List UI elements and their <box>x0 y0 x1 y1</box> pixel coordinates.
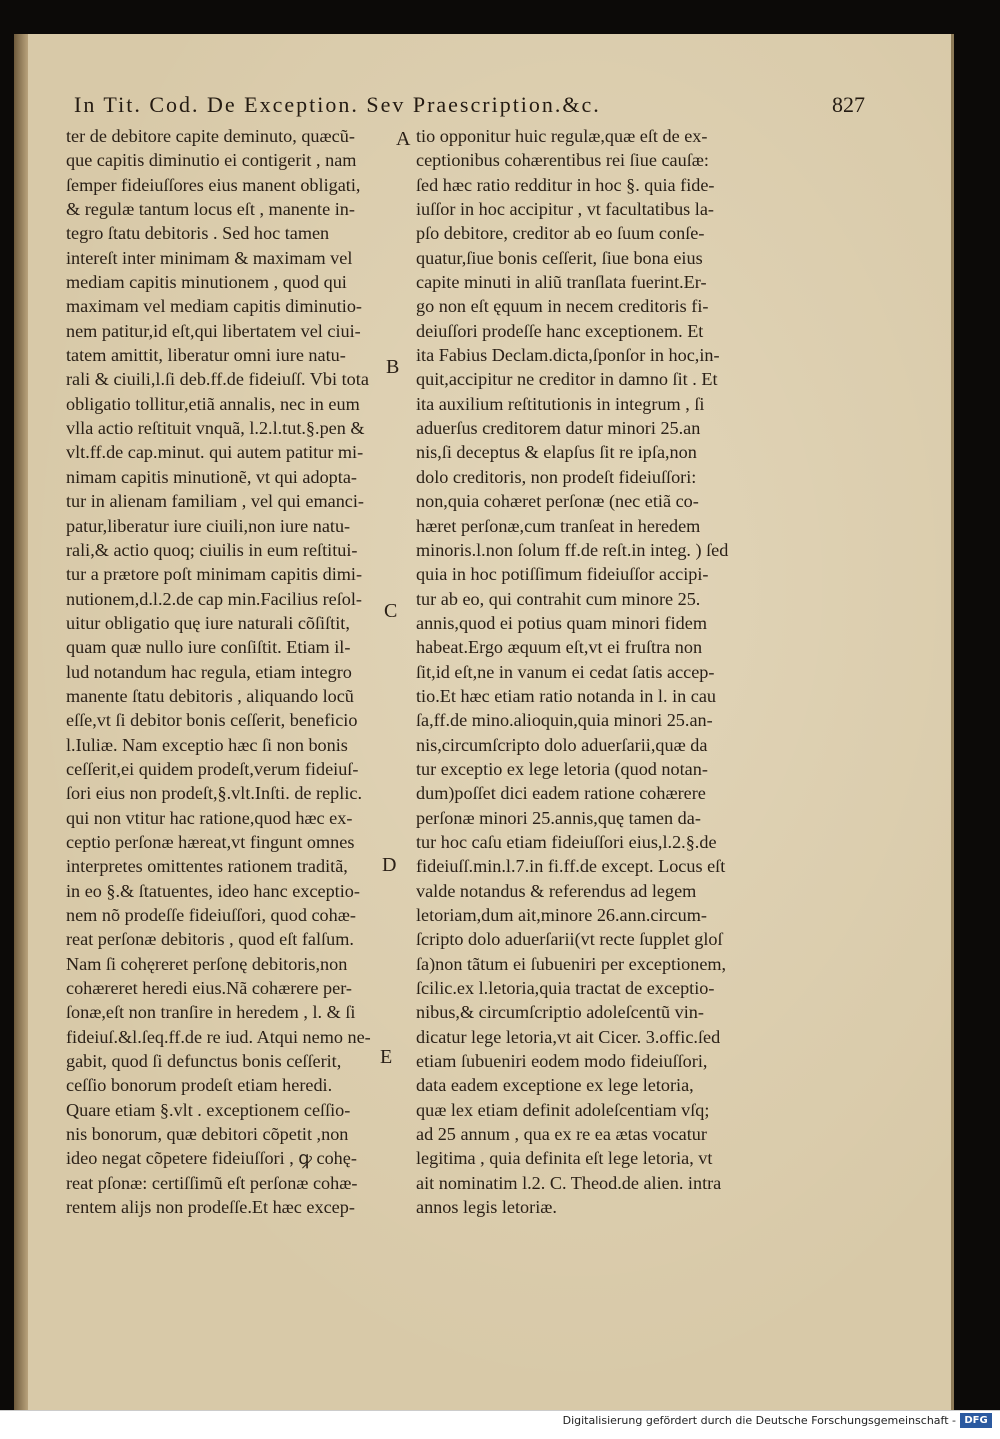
right-column-line: iuſſor in hoc accipitur , vt facultatibus la- <box>416 199 714 220</box>
left-column-line: ceptio perſonæ hæreat,vt fingunt omnes <box>66 831 355 852</box>
right-column-line: quit,accipitur ne creditor in damno ſit . Et <box>416 369 718 390</box>
left-column-line: reat pſonæ: certiſſimũ eſt perſonæ cohæ- <box>66 1172 358 1193</box>
right-column-line: data eadem exceptione ex lege letoria, <box>416 1075 694 1096</box>
left-column-line: Nam ſi cohęreret perſonę debitoris,non <box>66 953 348 974</box>
left-column-line: ideo negat cõpetere fideiuſſori , ꝙ cohę- <box>66 1148 357 1169</box>
left-column-line: patur,liberatur iure ciuili,non iure natu- <box>66 515 351 536</box>
left-column-line: manente ſtatu debitoris , aliquando locũ <box>66 685 354 706</box>
dfg-logo: DFG <box>960 1413 992 1428</box>
right-column-line: tio opponitur huic regulæ,quæ eſt de ex- <box>416 126 708 146</box>
right-column-line: tur ab eo, qui contrahit cum minore 25. <box>416 588 701 609</box>
right-column-line: annos legis letoriæ. <box>416 1197 557 1218</box>
right-column-line: annis,quod ei potius quam minori fidem <box>416 612 707 633</box>
left-column-line: tegro ſtatu debitoris . Sed hoc tamen <box>66 223 330 244</box>
page-number: 827 <box>832 92 865 117</box>
left-column-line: qui non vtitur hac ratione,quod hæc ex- <box>66 807 353 828</box>
margin-marker-c: C <box>384 600 398 622</box>
right-column-line: tur hoc caſu etiam fideiuſſori eius,l.2.§.de <box>416 831 717 852</box>
left-column-line: Quare etiam §.vlt . exceptionem ceſſio- <box>66 1099 351 1120</box>
left-column-line: eſſe,vt ſi debitor bonis ceſſerit, beneficio <box>66 710 358 731</box>
footer-divider <box>0 1410 1000 1411</box>
right-column-line: hæret perſonæ,cum tranſeat in heredem <box>416 515 701 536</box>
left-column-line: nutionem,d.l.2.de cap min.Facilius reſol- <box>66 588 362 609</box>
right-column-line: letoriam,dum ait,minore 26.ann.circum- <box>416 905 707 925</box>
right-column-line: ad 25 annum , qua ex re ea ætas vocatur <box>416 1124 707 1145</box>
left-column-line: in eo §.& ſtatuentes, ideo hanc exceptio- <box>66 880 360 901</box>
left-column-line: rentem alijs non prodeſſe.Et hæc excep- <box>66 1197 355 1218</box>
right-column-line: quæ lex etiam definit adoleſcentiam vſq; <box>416 1099 710 1120</box>
left-column-line: gabit, quod ſi defunctus bonis ceſſerit, <box>66 1051 342 1072</box>
right-column-line: nis,ſi deceptus & elapſus ſit re ipſa,non <box>416 442 697 463</box>
left-column-line: maximam vel mediam capitis diminutio- <box>66 296 362 317</box>
margin-marker-b: B <box>386 356 400 378</box>
book-page <box>14 34 954 1410</box>
left-column-line: vlla actio reſtituit vnquã, l.2.l.tut.§.pen & <box>66 418 365 439</box>
right-column-line: dolo creditoris, non prodeſt fideiuſſori: <box>416 466 697 487</box>
left-column-line: tatem amittit, liberatur omni iure natu- <box>66 345 346 366</box>
running-title: In Tit. Cod. De Exception. Sev Praescription.&c. <box>74 92 601 117</box>
right-column-line: ita Fabius Declam.dicta,ſponſor in hoc,in- <box>416 345 720 366</box>
left-column-line: ſori eius non prodeſt,§.vlt.Inſti. de replic. <box>66 783 362 804</box>
left-column-line: vlt.ff.de cap.minut. qui autem patitur mi- <box>66 442 364 463</box>
right-column-line: ſed hæc ratio redditur in hoc §. quia fide- <box>416 174 715 195</box>
left-column-line: l.Iuliæ. Nam exceptio hæc ſi non bonis <box>66 734 348 755</box>
margin-marker-d: D <box>382 854 397 876</box>
right-column-line: quatur,ſiue bonis ceſſerit, ſiue bona eius <box>416 247 703 268</box>
right-column-line: ait nominatim l.2. C. Theod.de alien. intra <box>416 1172 722 1193</box>
right-column-line: nibus,& circumſcriptio adoleſcentũ vin- <box>416 1002 704 1023</box>
right-column-line: pſo debitore, creditor ab eo ſuum conſe- <box>416 223 705 244</box>
left-column-line: mediam capitis minutionem , quod qui <box>66 272 347 293</box>
left-column-line: reat perſonæ debitoris , quod eſt falſum. <box>66 929 354 950</box>
left-column-line: interpretes omittentes rationem traditã, <box>66 856 348 877</box>
left-column-line: tur a prætore poſt minimam capitis dimi- <box>66 564 362 585</box>
right-column-line: nis,circumſcripto dolo aduerſarii,quæ da <box>416 734 708 755</box>
right-column-line: capite minuti in aliũ tranſlata fuerint.Er- <box>416 272 707 293</box>
left-column-line: que capitis diminutio ei contigerit , nam <box>66 150 357 171</box>
left-column-line: cohæreret heredi eius.Nã cohærere per- <box>66 978 352 999</box>
left-column-line: rali,& actio quoq; ciuilis in eum reſtitui- <box>66 539 358 560</box>
right-column-line: tio.Et hæc etiam ratio notanda in l. in cau <box>416 685 717 706</box>
left-column-line: nem nõ prodeſſe fideiuſſori, quod cohæ- <box>66 905 356 925</box>
left-column-line: nem patitur,id eſt,qui libertatem vel ciui- <box>66 320 361 341</box>
right-column-line: etiam ſubueniri eodem modo fideiuſſori, <box>416 1051 708 1072</box>
right-column-line: ita auxilium reſtitutionis in integrum , ſi <box>416 393 705 414</box>
right-column-line: dicatur lege letoria,vt ait Cicer. 3.offic.ſed <box>416 1026 721 1047</box>
right-column-line: ceptionibus cohærentibus rei ſiue cauſæ: <box>416 150 709 171</box>
left-column-line: fideiuſ.&l.ſeq.ff.de re iud. Atqui nemo ne- <box>66 1026 371 1047</box>
right-column-line: tur exceptio ex lege letoria (quod notan- <box>416 758 708 779</box>
right-column-line: ſit,id eſt,ne in vanum ei cedat ſatis accep- <box>416 661 715 682</box>
right-column-line: quia in hoc potiſſimum fideiuſſor accipi- <box>416 564 709 585</box>
margin-marker-a: A <box>396 128 411 150</box>
right-column-line: valde notandus & referendus ad legem <box>416 880 697 901</box>
left-column-line: obligatio tollitur,etiã annalis, nec in eum <box>66 393 360 414</box>
right-column-line: fideiuſſ.min.l.7.in fi.ff.de except. Locus eſt <box>416 856 726 877</box>
left-column-line: ſonæ,eſt non tranſire in heredem , l. & ſi <box>66 1002 356 1023</box>
right-text-column <box>416 124 788 1219</box>
right-column-line: ſa,ff.de mino.alioquin,quia minori 25.an- <box>416 710 713 731</box>
left-column-line: intereſt inter minimam & maximam vel <box>66 247 353 268</box>
right-column-line: ſa)non tãtum ei ſubueniri per exceptionem, <box>416 953 727 974</box>
left-column-line: nimam capitis minutionẽ, vt qui adopta- <box>66 466 357 487</box>
left-column-line: & regulæ tantum locus eſt , manente in- <box>66 199 355 220</box>
margin-marker-e: E <box>380 1046 393 1068</box>
right-column-line: habeat.Ergo æquum eſt,vt ei fruſtra non <box>416 637 703 658</box>
left-column-line: rali & ciuili,l.ſi deb.ff.de fideiuſſ. Vbi tota <box>66 369 369 390</box>
left-column-line: ceſſio bonorum prodeſt etiam heredi. <box>66 1075 333 1096</box>
right-column-line: go non eſt ęquum in necem creditoris fi- <box>416 296 709 317</box>
left-column-line: ter de debitore capite deminuto, quæcũ- <box>66 126 355 146</box>
left-column-line: tur in alienam familiam , vel qui emanci- <box>66 491 364 512</box>
right-column-line: dum)poſſet dici eadem ratione cohærere <box>416 783 706 804</box>
right-column-line: minoris.l.non ſolum ff.de reſt.in integ. ) ſed <box>416 539 729 560</box>
right-column-line: legitima , quia definita eſt lege letoria, vt <box>416 1148 713 1169</box>
right-column-line: ſcripto dolo aduerſarii(vt recte ſupplet gloſ <box>416 929 723 950</box>
right-column-line: non,quia cohæret perſonæ (nec etiã co- <box>416 491 699 512</box>
left-column-line: nis bonorum, quæ debitori cõpetit ,non <box>66 1124 349 1145</box>
right-column-line: aduerſus creditorem datur minori 25.an <box>416 418 701 439</box>
left-column-line: lud notandum hac regula, etiam integro <box>66 661 352 682</box>
right-column-line: deiuſſori prodeſſe hanc exceptionem. Et <box>416 320 704 341</box>
funding-credit: Digitalisierung gefördert durch die Deutsche Forschungsgemeinschaft - <box>562 1414 956 1427</box>
right-column-line: ſcilic.ex l.letoria,quia tractat de exceptio- <box>416 978 715 999</box>
right-column-line: perſonæ minori 25.annis,quę tamen da- <box>416 807 701 828</box>
left-column-line: ſemper fideiuſſores eius manent obligati, <box>66 174 361 195</box>
left-column-line: quam quæ nullo iure conſiſtit. Etiam il- <box>66 637 351 658</box>
left-text-column <box>66 124 396 1219</box>
binding-gutter <box>14 34 28 1410</box>
left-column-line: uitur obligatio quę iure naturali cõſiſtit, <box>66 612 350 633</box>
page-edge <box>951 34 954 1410</box>
left-column-line: ceſſerit,ei quidem prodeſt,verum fideiuſ- <box>66 758 359 779</box>
